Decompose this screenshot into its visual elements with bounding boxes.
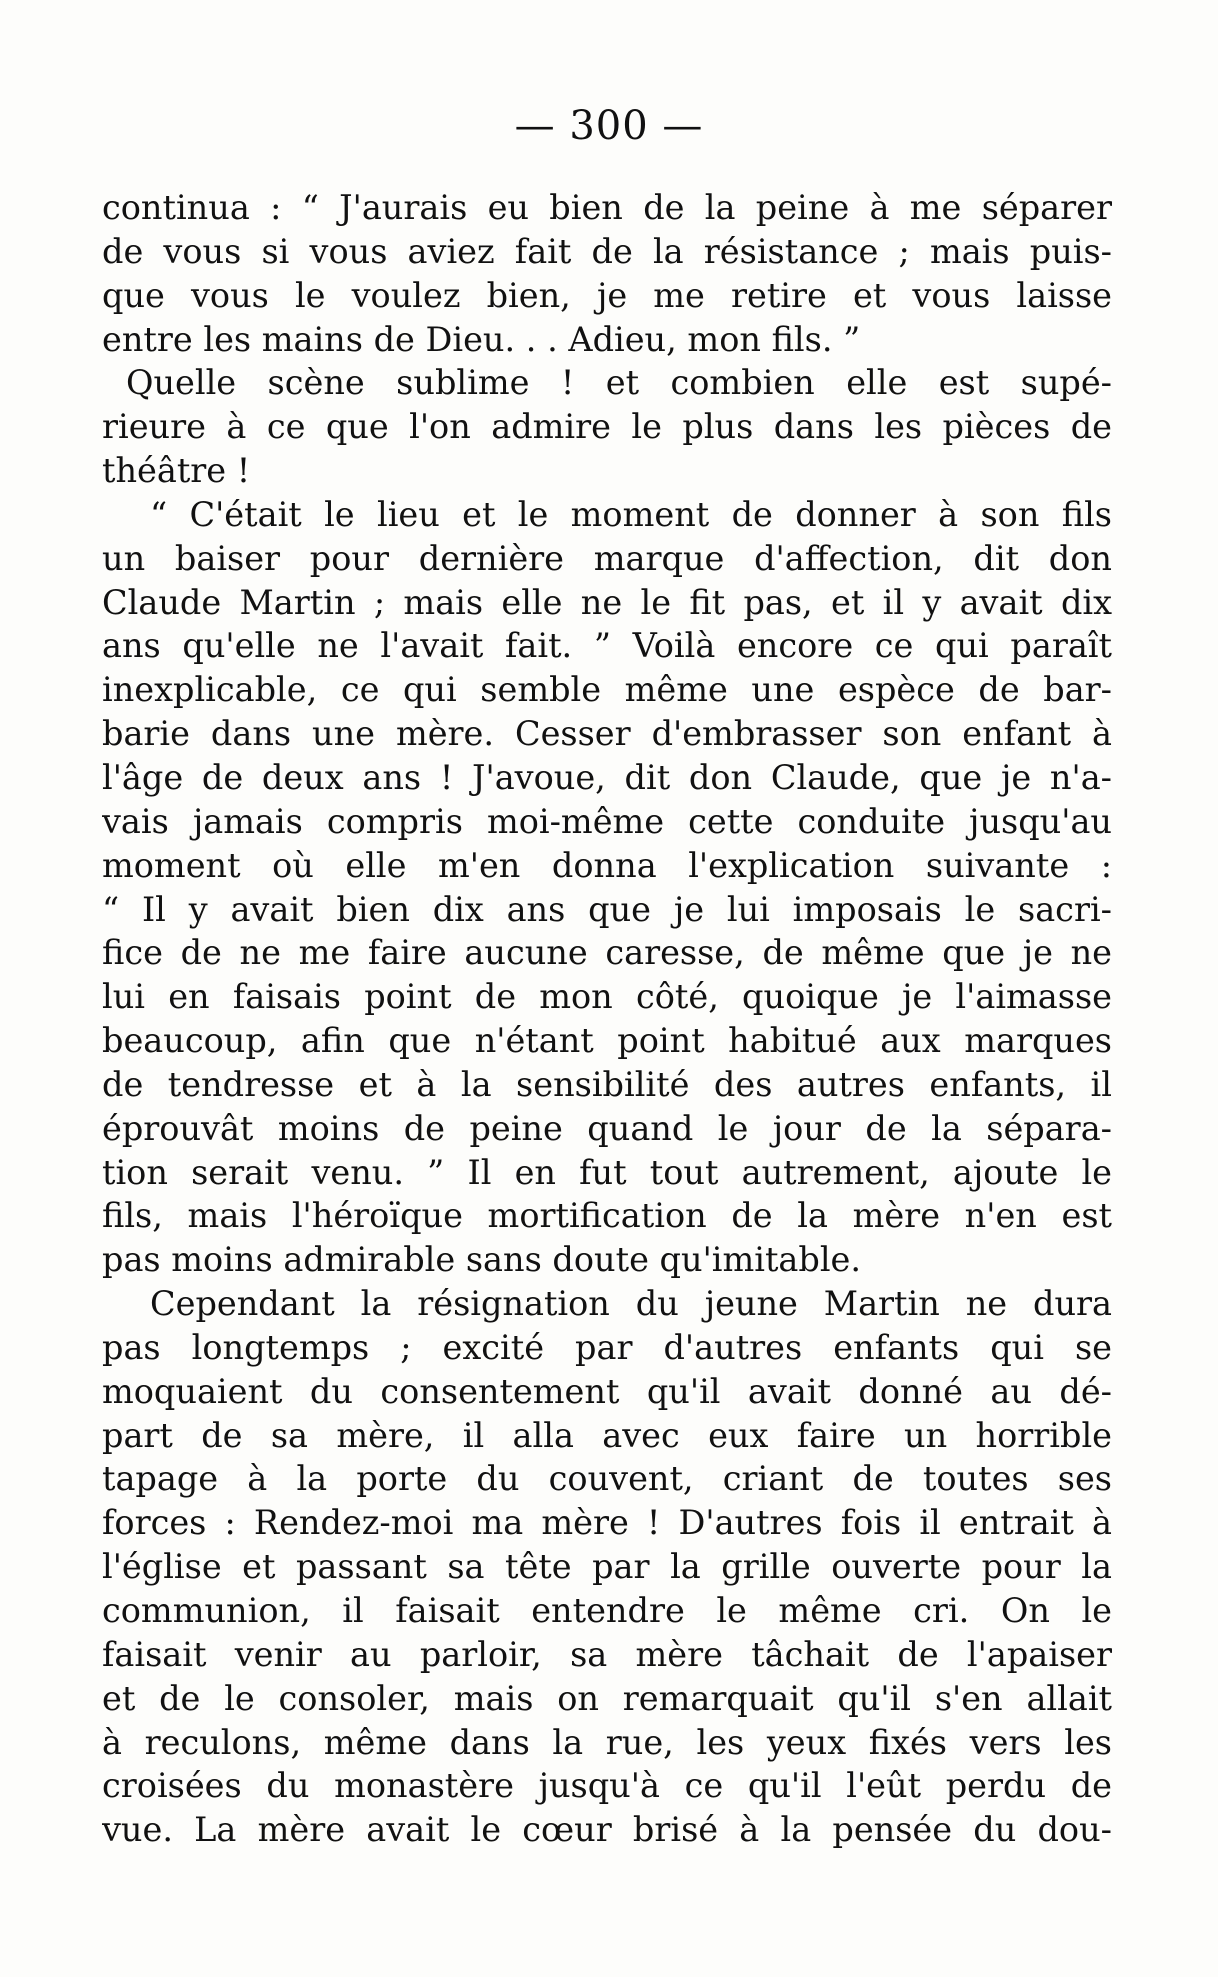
page-number: — 300 — [514, 103, 704, 149]
text-line: inexplicable, ce qui semble même une espèce de bar- [102, 670, 1112, 710]
text-line: ans qu'elle ne l'avait fait. ” Voilà encore ce qui paraît [102, 626, 1112, 666]
text-line: part de sa mère, il alla avec eux faire un horrible [102, 1415, 1112, 1455]
text-line: l'âge de deux ans ! J'avoue, dit don Claude, que je n'a- [102, 757, 1112, 797]
text-line: de tendresse et à la sensibilité des autres enfants, il [102, 1064, 1112, 1104]
text-line: pas moins admirable sans doute qu'imitable. [102, 1240, 862, 1280]
body-text [102, 186, 1112, 1852]
text-line: fils, mais l'héroïque mortification de la mère n'en est [102, 1196, 1112, 1236]
text-line: rieure à ce que l'on admire le plus dans les pièces de [102, 407, 1112, 447]
text-line: pas longtemps ; excité par d'autres enfants qui se [102, 1327, 1112, 1367]
text-line: communion, il faisait entendre le même cri. On le [102, 1591, 1112, 1630]
text-line: barie dans une mère. Cesser d'embrasser son enfant à [102, 714, 1112, 754]
text-line: tapage à la porte du couvent, criant de toutes ses [102, 1459, 1112, 1499]
text-line: moquaient du consentement qu'il avait donné au dé- [102, 1371, 1112, 1411]
text-line: éprouvât moins de peine quand le jour de la sépara- [102, 1108, 1112, 1148]
text-line: à reculons, même dans la rue, les yeux fixés vers les [102, 1722, 1112, 1762]
text-line: croisées du monastère jusqu'à ce qu'il l'eût perdu de [102, 1766, 1112, 1806]
text-line: théâtre ! [102, 451, 251, 491]
text-line: de vous si vous aviez fait de la résistance ; mais puis- [102, 231, 1112, 271]
text-line: vue. La mère avait le cœur brisé à la pensée du dou- [102, 1810, 1112, 1850]
text-line: vais jamais compris moi-même cette conduite jusqu'au [102, 801, 1112, 841]
text-line: et de le consoler, mais on remarquait qu'il s'en allait [102, 1678, 1112, 1718]
text-line: faisait venir au parloir, sa mère tâchait de l'apaiser [102, 1634, 1112, 1674]
text-line: tion serait venu. ” Il en fut tout autrement, ajoute le [102, 1152, 1112, 1192]
text-line: moment où elle m'en donna l'explication suivante : [102, 845, 1112, 885]
text-line: Quelle scène sublime ! et combien elle est supé- [126, 363, 1112, 403]
text-line: entre les mains de Dieu. . . Adieu, mon fils. ” [102, 319, 861, 359]
text-line: “ C'était le lieu et le moment de donner à son fils [150, 494, 1112, 534]
text-line: lui en faisais point de mon côté, quoique je l'aimasse [102, 977, 1112, 1017]
text-line: Cependant la résignation du jeune Martin ne dura [150, 1284, 1112, 1324]
text-line: forces : Rendez-moi ma mère ! D'autres fois il entrait à [102, 1503, 1112, 1543]
text-line: fice de ne me faire aucune caresse, de même que je ne [102, 933, 1112, 973]
text-line: un baiser pour dernière marque d'affection, dit don [102, 538, 1112, 578]
text-line: l'église et passant sa tête par la grille ouverte pour la [102, 1547, 1112, 1587]
text-line: Claude Martin ; mais elle ne le fit pas, et il y avait dix [102, 582, 1112, 622]
text-line: continua : “ J'aurais eu bien de la peine à me séparer [102, 188, 1112, 227]
text-line: “ Il y avait bien dix ans que je lui imposais le sacri- [102, 889, 1112, 929]
text-line: que vous le voulez bien, je me retire et vous laisse [102, 275, 1112, 315]
text-line: beaucoup, afin que n'étant point habitué aux marques [102, 1021, 1112, 1061]
